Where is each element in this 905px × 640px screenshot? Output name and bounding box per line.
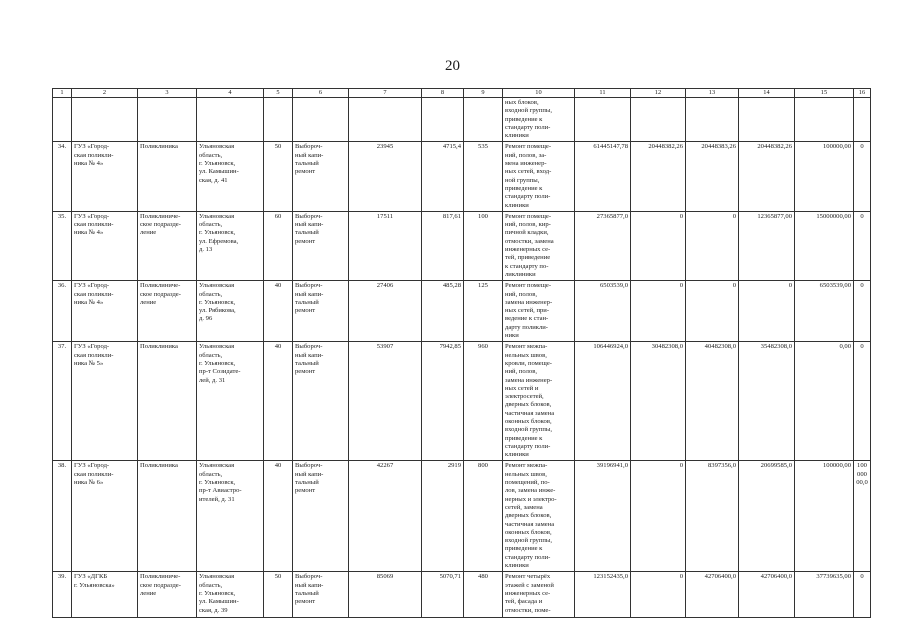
column-number-3: 3 (138, 89, 197, 98)
capacity-value: 535 (464, 142, 503, 211)
work-description: Ремонт четырёх этажей с заменой инженерных се- тей, фасада и отмостки, поме- (503, 572, 575, 618)
row-number: 34. (53, 142, 72, 211)
wear-percent: 50 (264, 572, 293, 618)
organization: ГУЗ «Город- ская поликли- ника № 5» (72, 342, 138, 461)
column-number-8: 8 (422, 89, 464, 98)
row-number: 35. (53, 211, 72, 280)
volume-value: 4715,4 (422, 142, 464, 211)
table-row-carry-over (53, 98, 871, 142)
work-description: Ремонт межпа- нельных швов, кровли, помеще- ний, полов, замена инженер- ных сетей и электросетей, дверных блоков, частичная замена оконных блоков, входной группы, приведение к стандарту поли- клиники (503, 342, 575, 461)
row-number: 38. (53, 461, 72, 572)
cost-year-2: 0 (686, 211, 739, 280)
wear-percent: 40 (264, 461, 293, 572)
repair-type: Выбороч- ный капи- тальный ремонт (293, 461, 349, 572)
table-row (53, 342, 871, 461)
address: Ульяновская область, г. Ульяновск, ул. Камышин- ская, д. 41 (197, 142, 264, 211)
table-row (53, 572, 871, 618)
repair-type: Выбороч- ный капи- тальный ремонт (293, 211, 349, 280)
volume-value: 817,61 (422, 211, 464, 280)
column-number-row (53, 89, 871, 98)
column-number-5: 5 (264, 89, 293, 98)
total-cost: 27365877,0 (575, 211, 631, 280)
repair-type: Выбороч- ный капи- тальный ремонт (293, 142, 349, 211)
address: Ульяновская область, г. Ульяновск, ул. Камышин- ская, д. 39 (197, 572, 264, 618)
wear-percent: 40 (264, 281, 293, 342)
area-value: 42267 (349, 461, 422, 572)
column-number-11: 11 (575, 89, 631, 98)
column-number-13: 13 (686, 89, 739, 98)
cost-year-3: 20448382,26 (739, 142, 795, 211)
cost-year-4: 100000,00 (795, 461, 854, 572)
cost-year-2: 42706400,0 (686, 572, 739, 618)
cost-year-4: 6503539,00 (795, 281, 854, 342)
table-row (53, 461, 871, 572)
address: Ульяновская область, г. Ульяновск, пр-т Созидате- лей, д. 31 (197, 342, 264, 461)
total-cost: 106446924,0 (575, 342, 631, 461)
cost-year-1: 0 (631, 461, 686, 572)
total-cost: 123152435,0 (575, 572, 631, 618)
work-description: Ремонт помеще- ний, полов, кир- пичной кладки, отмостки, замена инженерных се- тей, приведение к стандарту по- ликлиники (503, 211, 575, 280)
column-number-4: 4 (197, 89, 264, 98)
capacity-value: 480 (464, 572, 503, 618)
cost-year-3: 20699585,0 (739, 461, 795, 572)
wear-percent: 40 (264, 342, 293, 461)
total-cost: 6503539,0 (575, 281, 631, 342)
volume-value: 2919 (422, 461, 464, 572)
facility-type: Поликлиниче- ское подразде- ление (138, 572, 197, 618)
cost-year-4: 37739635,00 (795, 572, 854, 618)
work-description: Ремонт помеще- ний, полов, замена инженер- ных сетей, при- ведение к стан- дарту поликли- ники (503, 281, 575, 342)
column-number-7: 7 (349, 89, 422, 98)
volume-value: 5070,71 (422, 572, 464, 618)
capacity-value: 100 (464, 211, 503, 280)
cost-year-4: 0,00 (795, 342, 854, 461)
wear-percent: 60 (264, 211, 293, 280)
cost-year-1: 30482308,0 (631, 342, 686, 461)
address: Ульяновская область, г. Ульяновск, пр-т Авиастро- ителей, д. 31 (197, 461, 264, 572)
organization: ГУЗ «ДГКБ г. Ульяновска» (72, 572, 138, 618)
cost-year-5: 0 (854, 211, 871, 280)
cost-year-5: 10000000,0 (854, 461, 871, 572)
area-value: 27406 (349, 281, 422, 342)
repair-type: Выбороч- ный капи- тальный ремонт (293, 342, 349, 461)
capacity-value: 960 (464, 342, 503, 461)
cost-year-5: 0 (854, 342, 871, 461)
facility-type: Поликлиника (138, 461, 197, 572)
row-number: 36. (53, 281, 72, 342)
column-number-1: 1 (53, 89, 72, 98)
cost-year-1: 0 (631, 572, 686, 618)
volume-value: 7942,85 (422, 342, 464, 461)
column-number-2: 2 (72, 89, 138, 98)
organization: ГУЗ «Город- ская поликли- ника № 6» (72, 461, 138, 572)
column-number-15: 15 (795, 89, 854, 98)
table-row (53, 281, 871, 342)
work-description: Ремонт помеще- ний, полов, за- мена инженер- ных сетей, вход- ной группы, приведение к стандарту поли- клиники (503, 142, 575, 211)
cost-year-2: 0 (686, 281, 739, 342)
column-number-6: 6 (293, 89, 349, 98)
repair-type: Выбороч- ный капи- тальный ремонт (293, 281, 349, 342)
facility-type: Поликлиниче- ское подразде- ление (138, 211, 197, 280)
cost-year-3: 42706400,0 (739, 572, 795, 618)
wear-percent: 50 (264, 142, 293, 211)
cost-year-2: 40482308,0 (686, 342, 739, 461)
repair-type: Выбороч- ный капи- тальный ремонт (293, 572, 349, 618)
cost-year-1: 0 (631, 211, 686, 280)
total-cost: 39196941,0 (575, 461, 631, 572)
cost-year-5: 0 (854, 572, 871, 618)
cost-year-4: 15000000,00 (795, 211, 854, 280)
cost-year-4: 100000,00 (795, 142, 854, 211)
capital-repair-table (52, 88, 871, 618)
row-number: 39. (53, 572, 72, 618)
facility-type: Поликлиника (138, 142, 197, 211)
cost-year-3: 12365877,00 (739, 211, 795, 280)
cost-year-1: 0 (631, 281, 686, 342)
total-cost: 61445147,78 (575, 142, 631, 211)
page-number: 20 (445, 58, 460, 74)
organization: ГУЗ «Город- ская поликли- ника № 4» (72, 211, 138, 280)
area-value: 53907 (349, 342, 422, 461)
column-number-9: 9 (464, 89, 503, 98)
column-number-16: 16 (854, 89, 871, 98)
capacity-value: 125 (464, 281, 503, 342)
volume-value: 485,28 (422, 281, 464, 342)
column-number-10: 10 (503, 89, 575, 98)
cost-year-1: 20448382,26 (631, 142, 686, 211)
capacity-value: 800 (464, 461, 503, 572)
table-row (53, 211, 871, 280)
cost-year-2: 8397356,0 (686, 461, 739, 572)
area-value: 85069 (349, 572, 422, 618)
cost-year-5: 0 (854, 142, 871, 211)
facility-type: Поликлиника (138, 342, 197, 461)
cost-year-5: 0 (854, 281, 871, 342)
area-value: 23945 (349, 142, 422, 211)
carry-over-work: ных блоков, входной группы, приведение к стандарту поли- клиники (503, 98, 575, 142)
cost-year-3: 0 (739, 281, 795, 342)
area-value: 17511 (349, 211, 422, 280)
column-number-14: 14 (739, 89, 795, 98)
work-description: Ремонт межпа- нельных швов, помещений, по- лов, замена инже- нерных и электро- сетей, замена дверных блоков, частичная замена оконных блоков, входной группы, приведение к стандарту поли- клиники (503, 461, 575, 572)
table-row (53, 142, 871, 211)
organization: ГУЗ «Город- ская поликли- ника № 4» (72, 142, 138, 211)
facility-type: Поликлиниче- ское подразде- ление (138, 281, 197, 342)
address: Ульяновская область, г. Ульяновск, ул. Рябикова, д. 96 (197, 281, 264, 342)
organization: ГУЗ «Город- ская поликли- ника № 4» (72, 281, 138, 342)
cost-year-2: 20448383,26 (686, 142, 739, 211)
cost-year-3: 35482308,0 (739, 342, 795, 461)
address: Ульяновская область, г. Ульяновск, ул. Ефремова, д. 13 (197, 211, 264, 280)
row-number: 37. (53, 342, 72, 461)
column-number-12: 12 (631, 89, 686, 98)
